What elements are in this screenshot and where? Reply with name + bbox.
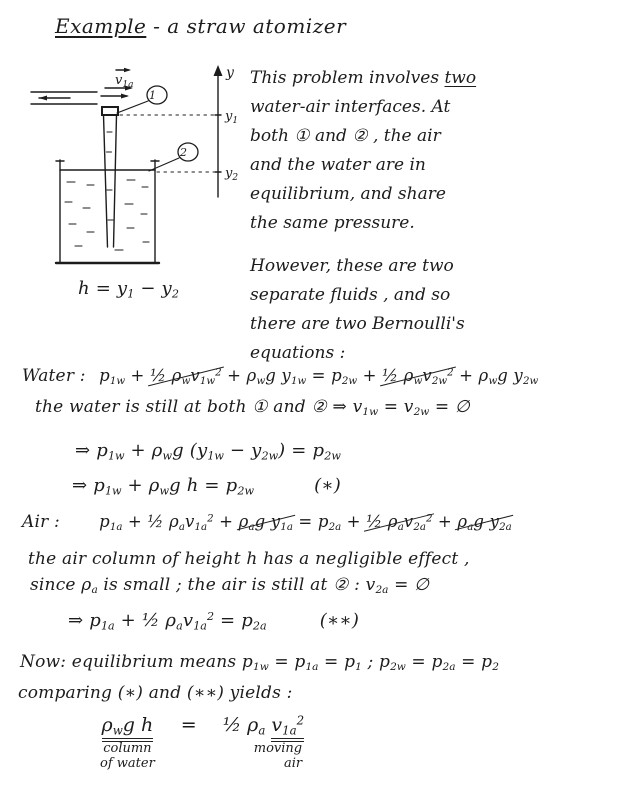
intro-line: both ① and ② , the air [250, 126, 441, 146]
y-axis [214, 65, 223, 197]
intro-line: water-air interfaces. At [250, 97, 451, 117]
intro-line: and the water are in [250, 155, 426, 175]
intro-line: equilibrium, and share [250, 184, 446, 204]
conclusion-line-2: comparing (∗) and (∗∗) yields : [18, 683, 293, 703]
point-1-label: 1 [149, 89, 156, 102]
final-equals: = [180, 714, 197, 736]
para2-line: separate fluids , and so [250, 285, 451, 305]
final-lhs-column [100, 714, 155, 771]
intro-text [250, 64, 619, 382]
water-step-2: ⇒ $p_{1w} + \rho_wg$ $h = p_{2w}$ [72, 475, 255, 498]
water-note: the water is still at both ① and ② ⇒ $v_{1w} = v_{2w}$ = ∅ [35, 397, 470, 419]
intro-line: the same pressure. [250, 213, 415, 233]
y2-label: $y_2$ [225, 166, 239, 183]
intro-line: This problem involves two [250, 68, 477, 88]
page-title: Example - a straw atomizer [55, 14, 347, 38]
air-equation: $p_{1a}$ + ½ $\rho_av_{1a}^2 + \rho_ag$ $y_{1a} = p_{2a}$ + ½ $\rho_av_{2a}^2 + \rho_ag$ $y_{2a}$ [99, 512, 512, 534]
leader-lines [117, 101, 179, 171]
para2-line: there are two Bernoulli's [250, 314, 465, 334]
duct-flow-arrow [39, 96, 70, 101]
final-rhs-column [223, 714, 304, 771]
para2-line: equations : [250, 343, 346, 363]
final-rhs-head: ½ $\rho_a$ [222, 714, 266, 738]
velocity-label: $v_{1a}$ [115, 73, 134, 90]
final-lhs: $\rho_wg$ h [102, 714, 154, 742]
water-equation: $p_{1w}$ + ½ $\rho_wv_{1w}^2 + \rho_wg$ $y_{1w} = p_{2w}$ + ½ $\rho_wv_{2w}^2 + \rho_wg$ $y_{2w}$ [99, 366, 539, 388]
conclusion-line-1: Now: equilibrium means $p_{1w} = p_{1a} = p_1$ ; $p_{2w} = p_{2a} = p_2$ [20, 652, 499, 674]
final-rhs-tail: $v_{1a}^2$ [271, 714, 304, 742]
point-2-label: 2 [180, 146, 187, 159]
axis-label: y [226, 65, 234, 81]
second-paragraph [250, 252, 619, 368]
water-equation-row [22, 366, 538, 387]
air-step-row [68, 610, 359, 632]
diagram-caption: $h = y_1 - y_2$ [78, 278, 180, 301]
straw [102, 107, 118, 247]
final-equation [100, 714, 304, 771]
air-note-1: the air column of height h has a negligible effect , [28, 549, 470, 569]
final-rhs-annotation: moving air [253, 741, 303, 771]
straw-atomizer-diagram [15, 62, 245, 280]
double-star-tag: (∗∗) [319, 610, 360, 632]
final-lhs-annotation: column of water [100, 740, 155, 771]
y1-label: $y_1$ [225, 109, 239, 126]
air-step: ⇒ $p_{1a}$ + ½ $\rho_av_{1a}^2 = p_{2a}$ [68, 610, 267, 633]
star-tag: (∗) [314, 475, 342, 496]
water-step-2-row [72, 475, 341, 497]
para2-line: However, these are two [250, 256, 454, 276]
air-label: Air : [22, 512, 60, 532]
water-label: Water : [22, 366, 86, 386]
air-note-2: since $\rho_a$ is small ; the air is still at ② : $v_{2a}$ = ∅ [30, 575, 430, 597]
velocity-vector-arrow [116, 68, 131, 72]
water-step-1: ⇒ $p_{1w} + \rho_wg$ $(y_{1w} - y_{2w}) = p_{2w}$ [75, 440, 341, 463]
air-equation-row [22, 512, 512, 533]
